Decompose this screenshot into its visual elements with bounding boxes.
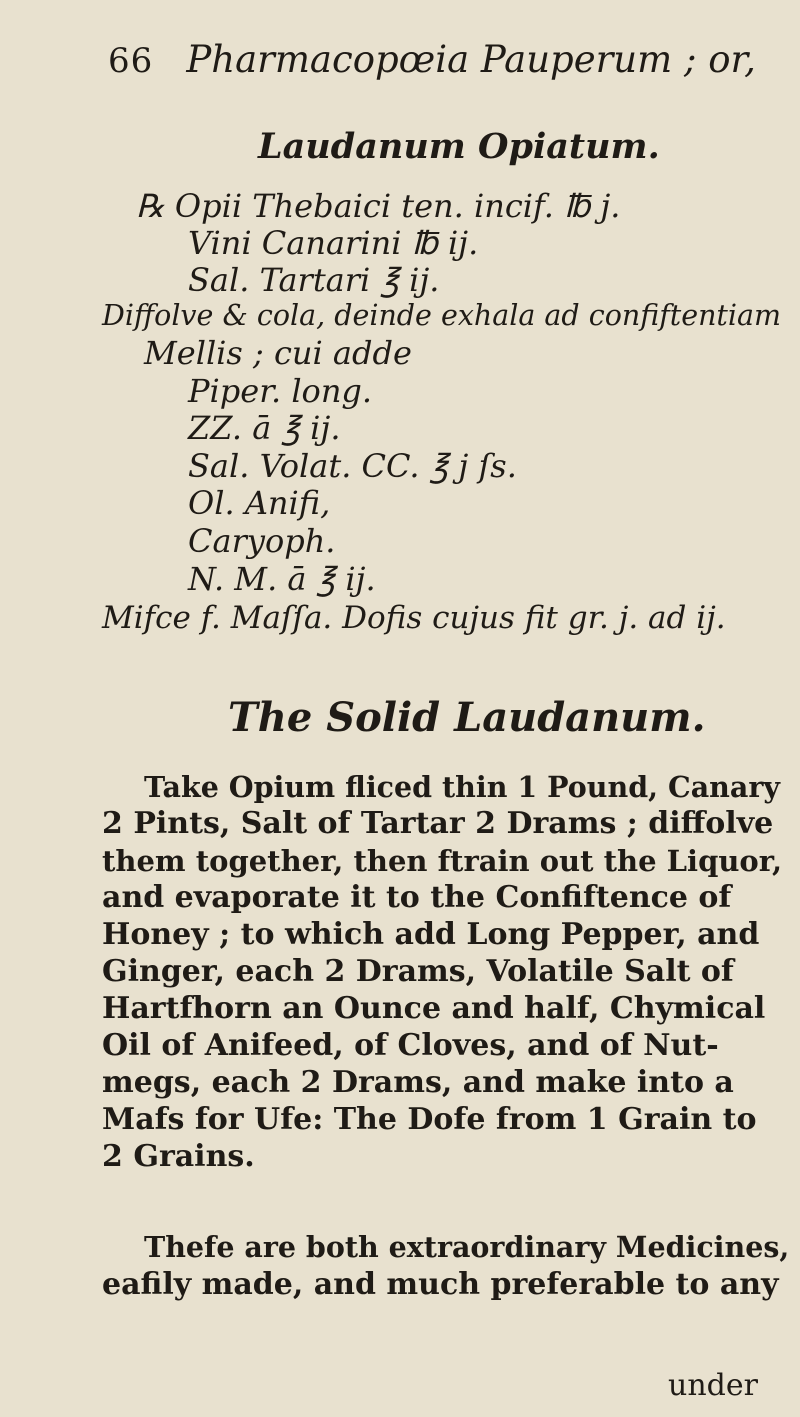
text-line: 2 Grains.	[102, 1139, 255, 1174]
text-line: Thefe are both extraordinary Medicines,	[144, 1230, 790, 1264]
text-line: megs, each 2 Drams, and make into a	[102, 1065, 734, 1100]
text-line: Mafs for Ufe: The Dofe from 1 Grain to	[102, 1102, 757, 1137]
text-line: and evaporate it to the Confiftence of	[102, 880, 732, 915]
recipe-line: ℞ Opii Thebaici ten. incif. ℔ j.	[136, 187, 621, 225]
recipe-line: Sal. Volat. CC. ℥ j ſs.	[188, 447, 517, 485]
text-line: them together, then ftrain out the Liquor,	[102, 844, 783, 878]
text-line: eafily made, and much preferable to any	[102, 1267, 779, 1302]
page-header	[108, 38, 756, 81]
recipe-line: Diffolve & cola, deinde exhala ad confiftentiam	[102, 299, 782, 332]
recipe-line: Caryoph.	[188, 522, 336, 560]
text-line: Hartfhorn an Ounce and half, Chymical	[102, 991, 766, 1026]
recipe-line: Ol. Anifi,	[188, 484, 331, 522]
text-line: 2 Pints, Salt of Tartar 2 Drams ; diffolve	[102, 806, 774, 841]
running-title: Pharmacopœia Pauperum ; or,	[186, 38, 756, 81]
text-line: Ginger, each 2 Drams, Volatile Salt of	[102, 954, 734, 989]
recipe-line: Mifce f. Maſſa. Dofis cujus fit gr. j. ad ij.	[102, 600, 726, 636]
recipe-line: Vini Canarini ℔ ij.	[188, 224, 479, 262]
recipe-title-laudanum-opiatum: Laudanum Opiatum.	[258, 126, 660, 167]
recipe-line: Mellis ; cui adde	[144, 334, 412, 372]
recipe-line: ZZ. ā ℥ ij.	[188, 409, 341, 447]
recipe-title-solid-laudanum: The Solid Laudanum.	[228, 694, 706, 741]
recipe-line: Piper. long.	[188, 372, 373, 410]
recipe-line: N. M. ā ℥ ij.	[188, 560, 376, 598]
text-line: Take Opium fliced thin 1 Pound, Canary	[144, 770, 780, 804]
recipe-line: Sal. Tartari ℥ ij.	[188, 261, 440, 299]
text-line: Honey ; to which add Long Pepper, and	[102, 917, 760, 952]
catchword: under	[668, 1368, 758, 1403]
text-line: Oil of Anifeed, of Cloves, and of Nut-	[102, 1028, 719, 1063]
page-number: 66	[108, 41, 154, 81]
